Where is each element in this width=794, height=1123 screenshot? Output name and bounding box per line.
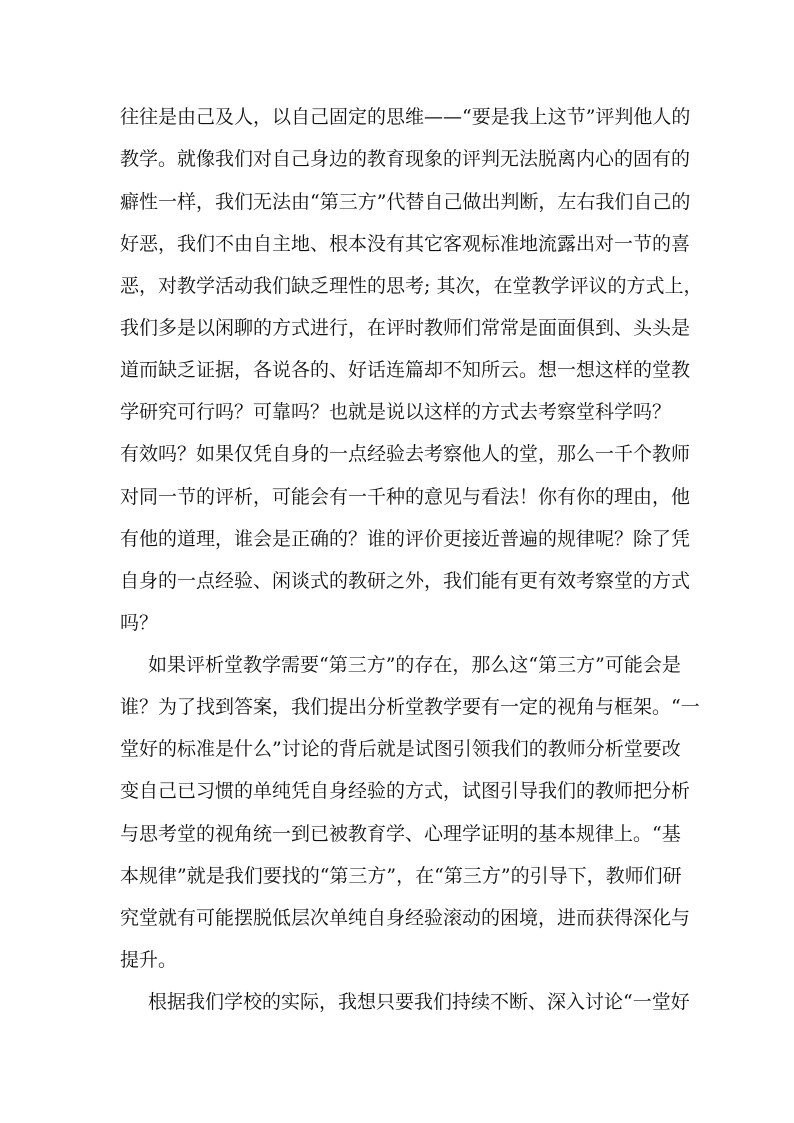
text-line: 究堂就有可能摆脱低层次单纯自身经验滚动的困境，进而获得深化与 (120, 907, 691, 929)
text-line: 往往是由己及人，以自己固定的思维——“要是我上这节”评判他人的 (120, 106, 691, 128)
text-line: 好恶，我们不由自主地、根本没有其它客观标准地流露出对一节的喜 (120, 233, 691, 255)
text-line: 教学。就像我们对自己身边的教育现象的评判无法脱离内心的固有的 (120, 148, 691, 170)
text-line: 堂好的标准是什么”讨论的背后就是试图引领我们的教师分析堂要改 (120, 738, 681, 760)
text-line: 对同一节的评析，可能会有一千种的意见与看法！你有你的理由，他 (120, 486, 691, 508)
text-line: 与思考堂的视角统一到已被教育学、心理学证明的基本规律上。“基 (120, 823, 681, 845)
text-line: 本规律”就是我们要找的“第三方”，在“第三方”的引导下，教师们研 (120, 865, 682, 887)
text-line: 变自己已习惯的单纯凭自身经验的方式，试图引导我们的教师把分析 (120, 780, 691, 802)
text-line: 有他的道理，谁会是正确的？谁的评价更接近普遍的规律呢？除了凭 (120, 528, 691, 550)
paragraph-first-line: 如果评析堂教学需要“第三方”的存在，那么这“第三方”可能会是 (148, 654, 681, 676)
paragraph-first-line: 根据我们学校的实际，我想只要我们持续不断、深入讨论“一堂好 (148, 991, 690, 1013)
text-line: 有效吗？如果仅凭自身的一点经验去考察他人的堂，那么一千个教师 (120, 443, 691, 465)
text-line: 我们多是以闲聊的方式进行，在评时教师们常常是面面俱到、头头是 (120, 317, 691, 339)
text-line: 提升。 (120, 949, 178, 971)
text-line: 学研究可行吗？可靠吗？也就是说以这样的方式去考察堂科学吗？ (120, 401, 672, 423)
text-line: 谁？为了找到答案，我们提出分析堂教学要有一定的视角与框架。“一 (120, 696, 700, 718)
text-line: 吗？ (120, 612, 159, 634)
text-line: 恶，对教学活动我们缺乏理性的思考; 其次，在堂教学评议的方式上， (120, 275, 703, 297)
text-line: 癖性一样，我们无法由“第三方”代替自己做出判断，左右我们自己的 (120, 191, 691, 213)
text-line: 道而缺乏证据，各说各的、好话连篇却不知所云。想一想这样的堂教 (120, 359, 691, 381)
text-line: 自身的一点经验、闲谈式的教研之外，我们能有更有效考察堂的方式 (120, 570, 691, 592)
